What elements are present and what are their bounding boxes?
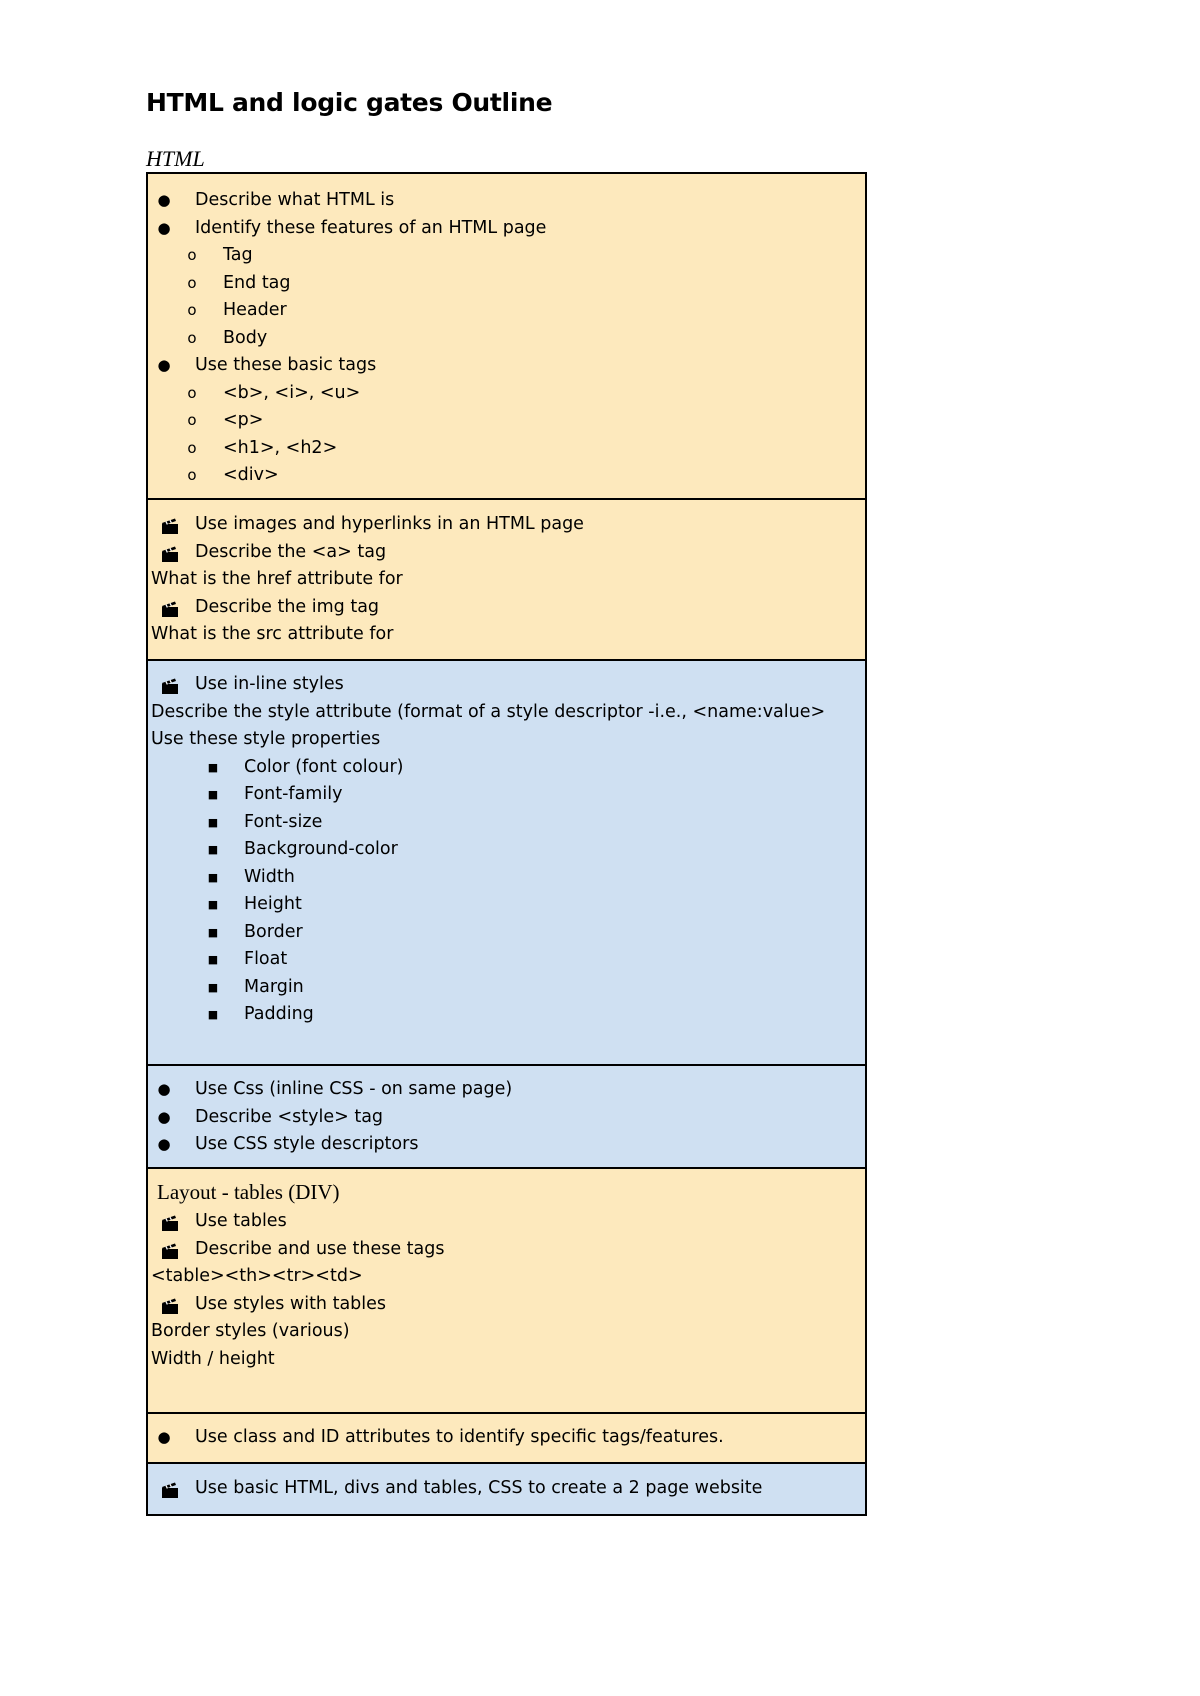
square-bullet-icon: ■ xyxy=(207,1008,219,1021)
outline-item-text: Border styles (various) xyxy=(151,1321,350,1341)
outline-item xyxy=(148,539,865,567)
outline-item xyxy=(148,974,865,1002)
outline-item xyxy=(148,380,865,408)
outline-item-text: Font-size xyxy=(244,811,323,832)
circle-bullet-icon: o xyxy=(187,438,197,457)
clapperboard-icon xyxy=(161,1482,179,1499)
page-title: HTML and logic gates Outline xyxy=(146,88,553,117)
outline-item-text: Describe the img tag xyxy=(195,596,380,617)
outline-item-text: Use in-line styles xyxy=(195,674,344,694)
outline-item xyxy=(148,1104,865,1132)
outline-table xyxy=(146,172,867,1516)
outline-item-text: What is the src attribute for xyxy=(151,624,394,644)
outline-item-text: Float xyxy=(244,949,288,969)
outline-item-text: What is the href attribute for xyxy=(151,569,403,589)
outline-item xyxy=(148,864,865,892)
bullet-icon: ● xyxy=(157,356,171,374)
outline-item-text: Width / height xyxy=(151,1348,275,1369)
square-bullet-icon: ■ xyxy=(207,980,219,994)
outline-item xyxy=(148,1424,865,1452)
outline-item xyxy=(148,726,865,754)
circle-bullet-icon: o xyxy=(187,466,197,484)
outline-item xyxy=(148,1475,865,1503)
outline-item xyxy=(148,809,865,837)
outline-item-text: <table><th><tr><td> xyxy=(151,1266,363,1286)
outline-item-text: End tag xyxy=(223,272,291,293)
outline-item xyxy=(148,297,865,325)
circle-bullet-icon: o xyxy=(187,246,197,264)
square-bullet-icon: ■ xyxy=(207,815,219,829)
outline-item-text: Margin xyxy=(244,976,304,997)
clapperboard-icon xyxy=(161,1215,179,1232)
square-bullet-icon: ■ xyxy=(207,760,219,774)
bullet-icon: ● xyxy=(157,1107,171,1126)
outline-block xyxy=(148,500,865,661)
outline-item-text: <div> xyxy=(223,465,279,485)
clapperboard-icon xyxy=(161,546,179,563)
outline-item-text: Use tables xyxy=(195,1211,287,1231)
outline-item xyxy=(148,352,865,380)
clapperboard-icon xyxy=(161,1298,179,1315)
outline-block xyxy=(148,1169,865,1414)
circle-bullet-icon: o xyxy=(187,383,197,402)
outline-item xyxy=(148,1346,865,1374)
outline-item-text: Body xyxy=(223,327,268,348)
outline-item-text: Describe what HTML is xyxy=(195,190,395,210)
outline-item xyxy=(148,1236,865,1264)
outline-item xyxy=(148,1001,865,1029)
square-bullet-icon: ■ xyxy=(207,788,219,801)
outline-item-text: Header xyxy=(223,300,287,320)
outline-item xyxy=(148,1291,865,1319)
outline-item xyxy=(148,511,865,539)
outline-item-text: Describe the style attribute (format of a style descriptor -i.e., <name:value> xyxy=(151,701,826,722)
outline-item xyxy=(148,836,865,864)
outline-item-text: Padding xyxy=(244,1004,314,1024)
outline-item-text: Font-family xyxy=(244,784,343,804)
bullet-icon: ● xyxy=(157,1428,171,1446)
outline-item-text: Describe and use these tags xyxy=(195,1238,445,1259)
outline-item xyxy=(148,781,865,809)
outline-item-text: <h1>, <h2> xyxy=(223,437,338,458)
outline-item xyxy=(148,671,865,699)
outline-item-text: <p> xyxy=(223,410,264,430)
outline-item-text: Background-color xyxy=(244,839,398,859)
square-bullet-icon: ■ xyxy=(207,843,219,856)
outline-item-text: Describe <style> tag xyxy=(195,1106,384,1127)
outline-block xyxy=(148,661,865,1066)
outline-item xyxy=(148,594,865,622)
outline-item xyxy=(148,1318,865,1346)
circle-bullet-icon: o xyxy=(187,273,197,292)
outline-item xyxy=(148,435,865,463)
outline-item-text: Tag xyxy=(223,245,253,265)
outline-item-text: Identify these features of an HTML page xyxy=(195,217,547,238)
outline-item xyxy=(148,699,865,727)
square-bullet-icon: ■ xyxy=(207,925,219,939)
outline-block xyxy=(148,1464,865,1514)
circle-bullet-icon: o xyxy=(187,301,197,319)
outline-item-text: Use images and hyperlinks in an HTML page xyxy=(195,514,584,534)
block-heading xyxy=(148,1177,865,1208)
outline-item xyxy=(148,462,865,490)
outline-item-text: Use basic HTML, divs and tables, CSS to create a 2 page website xyxy=(195,1478,763,1498)
outline-item-text: Use these basic tags xyxy=(195,355,377,375)
outline-item-text: Use CSS style descriptors xyxy=(195,1134,419,1154)
outline-item xyxy=(148,946,865,974)
square-bullet-icon: ■ xyxy=(207,870,219,884)
outline-item-text: Border xyxy=(244,921,303,942)
outline-item-text: Width xyxy=(244,866,295,887)
square-bullet-icon: ■ xyxy=(207,898,219,911)
clapperboard-icon xyxy=(161,518,179,535)
outline-item xyxy=(148,407,865,435)
clapperboard-icon xyxy=(161,1243,179,1260)
bullet-icon: ● xyxy=(157,1080,171,1098)
outline-item xyxy=(148,754,865,782)
clapperboard-icon xyxy=(161,678,179,695)
circle-bullet-icon: o xyxy=(187,328,197,347)
outline-item xyxy=(148,621,865,649)
outline-item xyxy=(148,1131,865,1159)
outline-item xyxy=(148,566,865,594)
outline-item xyxy=(148,891,865,919)
outline-item xyxy=(148,1263,865,1291)
clapperboard-bullet xyxy=(161,1481,179,1509)
outline-item-text: Layout - tables (DIV) xyxy=(157,1180,340,1204)
section-label: HTML xyxy=(146,146,205,171)
outline-item-text: Describe the <a> tag xyxy=(195,541,387,562)
outline-item-text: Use styles with tables xyxy=(195,1293,387,1314)
outline-item-text: Use Css (inline CSS - on same page) xyxy=(195,1079,513,1099)
outline-item xyxy=(148,270,865,298)
outline-item-text: Color (font colour) xyxy=(244,756,404,777)
outline-item xyxy=(148,187,865,215)
outline-block xyxy=(148,1414,865,1464)
bullet-icon: ● xyxy=(157,191,171,209)
outline-block xyxy=(148,1066,865,1169)
outline-item xyxy=(148,242,865,270)
outline-item-text: Height xyxy=(244,894,302,914)
bullet-icon: ● xyxy=(157,1135,171,1153)
outline-item-text: <b>, <i>, <u> xyxy=(223,382,361,403)
circle-bullet-icon: o xyxy=(187,411,197,429)
outline-item xyxy=(148,1076,865,1104)
square-bullet-icon: ■ xyxy=(207,953,219,966)
clapperboard-icon xyxy=(161,601,179,618)
outline-item-text: Use these style properties xyxy=(151,729,381,749)
outline-item-text: Use class and ID attributes to identify specific tags/features. xyxy=(195,1427,724,1447)
bullet-icon: ● xyxy=(157,218,171,237)
outline-item xyxy=(148,919,865,947)
outline-block xyxy=(148,174,865,500)
outline-item xyxy=(148,215,865,243)
outline-item xyxy=(148,325,865,353)
outline-item xyxy=(148,1208,865,1236)
